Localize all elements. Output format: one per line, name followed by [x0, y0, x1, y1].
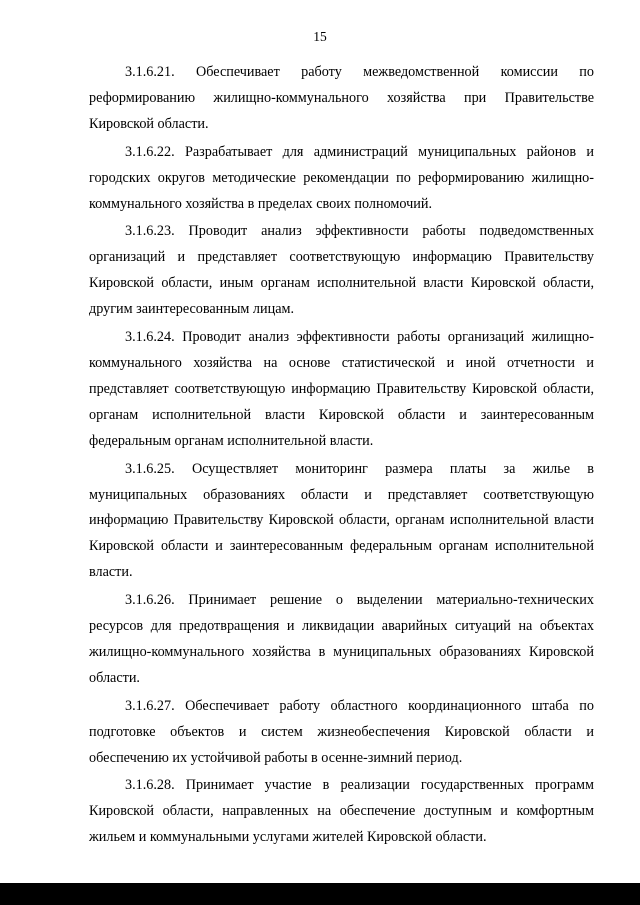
page-number: 15 — [313, 29, 327, 44]
document-body — [89, 60, 594, 853]
paragraph-3-1-6-28: 3.1.6.28. Принимает участие в реализации государственных программ Кировской области, направленных на обеспечение доступным и комфортным жильем и коммунальными услугами жителей Кировской области. — [89, 777, 594, 846]
paragraph-3-1-6-27: 3.1.6.27. Обеспечивает работу областного координационного штаба по подготовке объектов и систем жизнеобеспечения Кировской области и обеспечению их устойчивой работы в осенне-зимний период. — [89, 697, 594, 766]
paragraph-3-1-6-22: 3.1.6.22. Разрабатывает для администраций муниципальных районов и городских округов методические рекомендации по реформированию жилищно-коммунального хозяйства в пределах своих полномочий. — [89, 143, 594, 212]
paragraph-3-1-6-25: 3.1.6.25. Осуществляет мониторинг размера платы за жилье в муниципальных образованиях области и представляет соответствующую информацию Правительству Кировской области, органам исполнительной власти Кировской области и заинтересованным федеральным органам исполнительной власти. — [89, 460, 594, 581]
scan-bottom-border — [0, 883, 640, 905]
paragraph-3-1-6-26: 3.1.6.26. Принимает решение о выделении материально-технических ресурсов для предотвращения и ликвидации аварийных ситуаций на объектах жилищно-коммунального хозяйства в муниципальных образованиях Кировской области. — [89, 592, 594, 686]
paragraph-3-1-6-23: 3.1.6.23. Проводит анализ эффективности работы подведомственных организаций и представляет соответствующую информацию Правительству Кировской области, иным органам исполнительной власти Кировской области, другим заинтересованным лицам. — [89, 223, 594, 318]
paragraph-3-1-6-24: 3.1.6.24. Проводит анализ эффективности работы организаций жилищно-коммунального хозяйства на основе статистической и иной отчетности и представляет соответствующую информацию Правительству Кировской области, органам исполнительной власти Кировской области и заинтересованным федеральным органам исполнительной власти. — [89, 329, 594, 449]
paragraph-3-1-6-21: 3.1.6.21. Обеспечивает работу межведомственной комиссии по реформированию жилищно-коммунального хозяйства при Правительстве Кировской области. — [89, 64, 594, 132]
